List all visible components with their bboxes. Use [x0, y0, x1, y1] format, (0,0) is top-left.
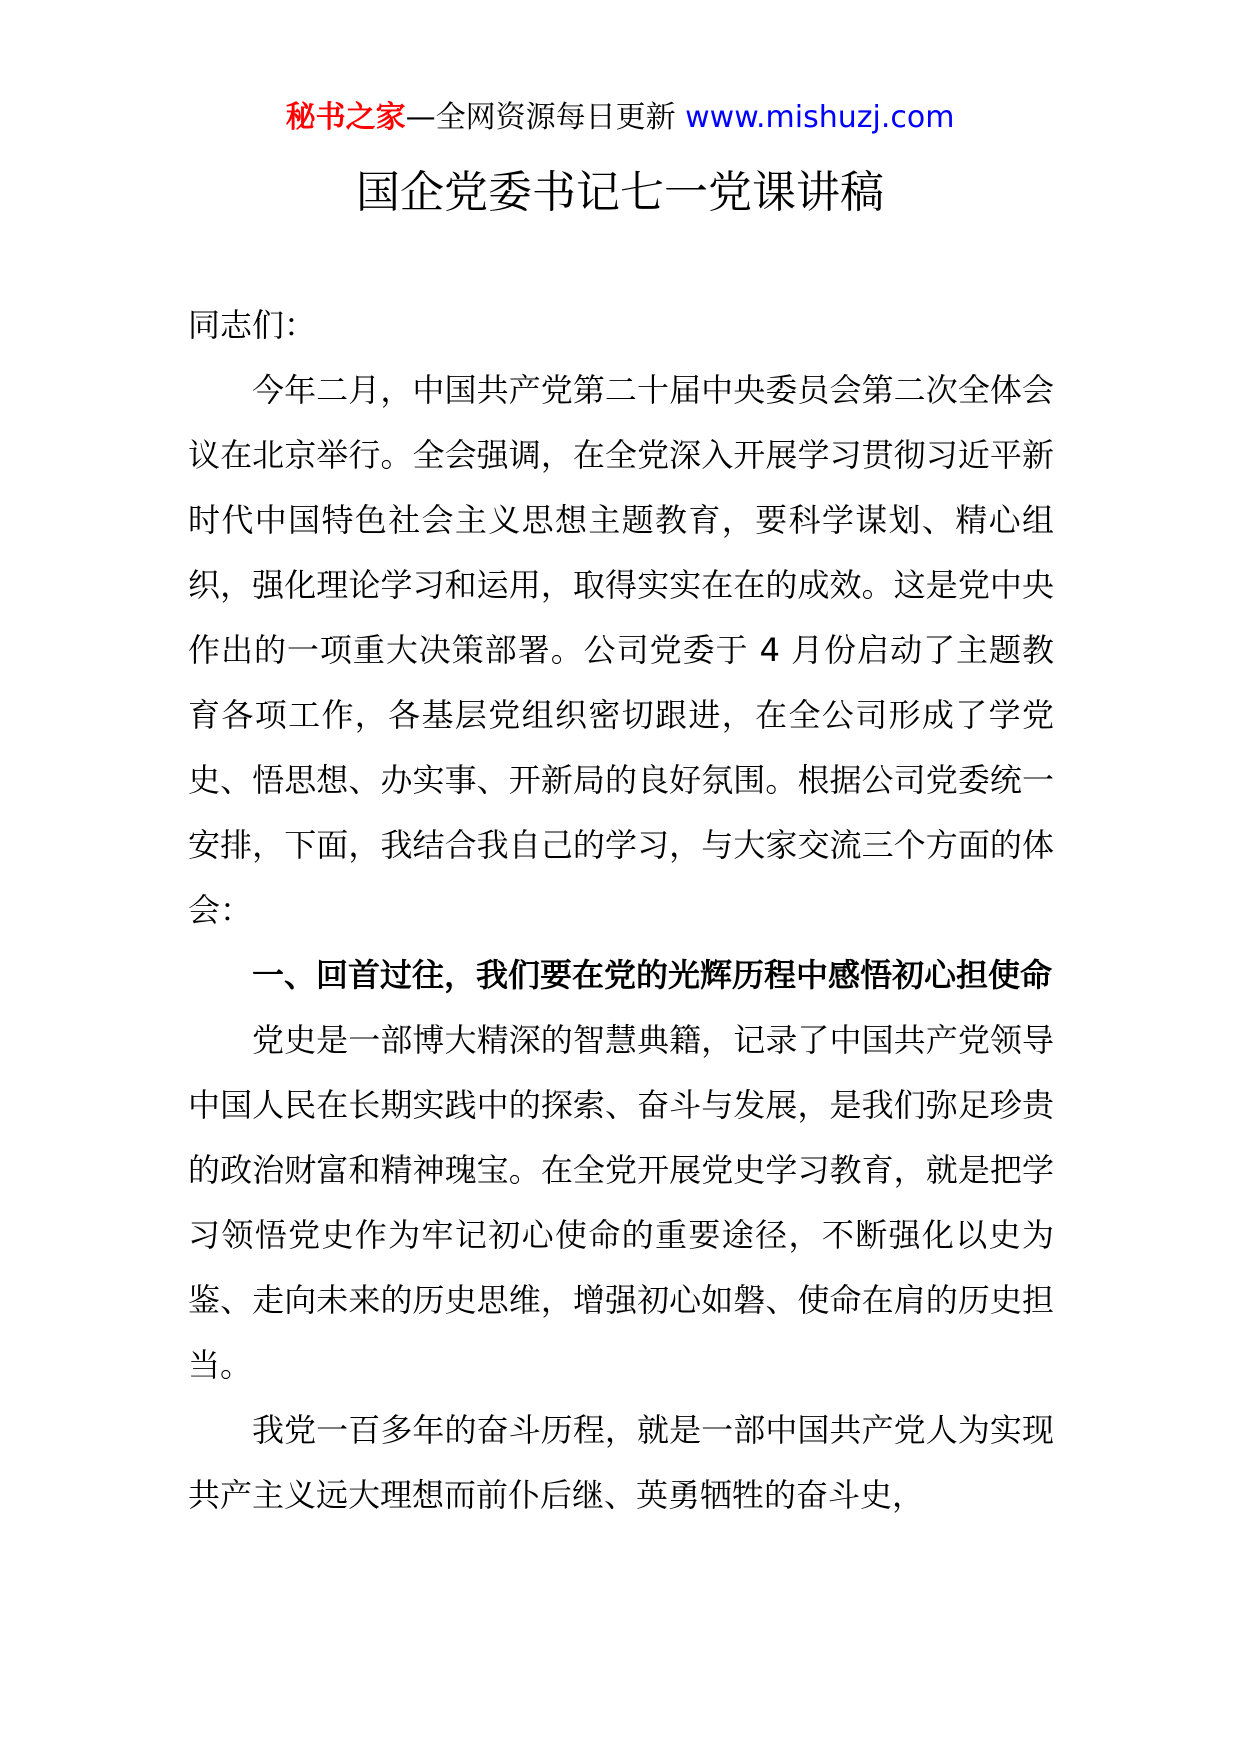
site-header — [0, 98, 1240, 138]
body-paragraph: 党史是一部博大精深的智慧典籍，记录了中国共产党领导中国人民在长期实践中的探索、奋斗与发展，是我们弥足珍贵的政治财富和精神瑰宝。在全党开展党史学习教育，就是把学习领悟党史作为牢记初心使命的重要途径，不断强化以史为鉴、走向未来的历史思维，增强初心如磐、使命在肩的历史担当。 — [188, 1021, 1054, 1384]
header-tagline: —全网资源每日更新 — [405, 100, 686, 135]
document-title: 国企党委书记七一党课讲稿 — [356, 167, 884, 218]
site-url-link[interactable]: www.mishuzj.com — [685, 100, 955, 135]
body-paragraph: 今年二月，中国共产党第二十届中央委员会第二次全体会议在北京举行。全会强调，在全党深入开展学习贯彻习近平新时代中国特色社会主义思想主题教育，要科学谋划、精心组织，强化理论学习和运用，取得实实在在的成效。这是党中央作出的一项重大决策部署。公司党委于 4 月份启动了主题教育各项工作，各基层党组织密切跟进，在全公司形成了学党史、悟思想、办实事、开新局的良好氛围。根据公司党委统一安排，下面，我结合我自己的学习，与大家交流三个方面的体会： — [188, 371, 1054, 929]
salutation: 同志们： — [188, 306, 317, 344]
document-body — [188, 293, 1054, 1528]
body-paragraph: 我党一百多年的奋斗历程，就是一部中国共产党人为实现共产主义远大理想而前仆后继、英勇牺牲的奋斗史， — [188, 1411, 1054, 1514]
brand-name: 秘书之家 — [285, 100, 406, 135]
section-heading: 一、回首过往，我们要在党的光辉历程中感悟初心担使命 — [252, 956, 1053, 994]
